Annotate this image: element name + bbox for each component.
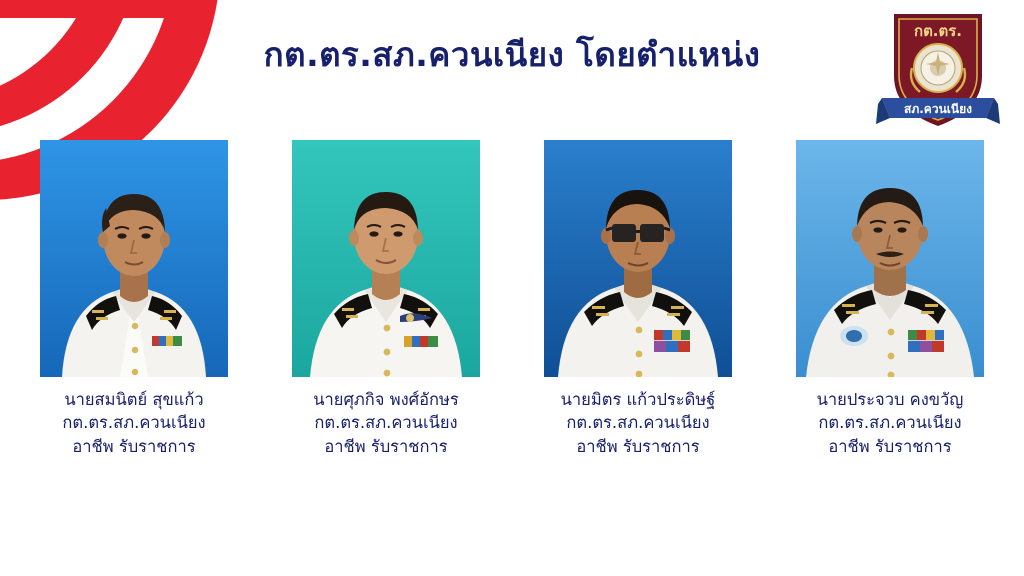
member-card bbox=[796, 140, 984, 458]
member-card bbox=[40, 140, 228, 458]
svg-text:กต.ตร.: กต.ตร. bbox=[913, 22, 963, 40]
member-caption bbox=[561, 388, 716, 458]
member-occupation: อาชีพ รับราชการ bbox=[72, 436, 196, 456]
svg-text:สภ.ควนเนียง: สภ.ควนเนียง bbox=[904, 102, 972, 116]
members-row bbox=[40, 140, 984, 458]
page-title: กต.ตร.สภ.ควนเนียง โดยตำแหน่ง bbox=[263, 35, 761, 74]
member-photo bbox=[292, 140, 480, 377]
member-position: กต.ตร.สภ.ควนเนียง bbox=[62, 413, 206, 433]
member-card bbox=[544, 140, 732, 458]
member-name: นายมิตร แก้วประดิษฐ์ bbox=[560, 390, 716, 409]
member-position: กต.ตร.สภ.ควนเนียง bbox=[314, 413, 458, 433]
member-name: นายสมนิตย์ สุขแก้ว bbox=[64, 390, 204, 409]
member-name: นายประจวบ คงขวัญ bbox=[816, 390, 964, 409]
police-emblem-logo bbox=[874, 6, 1002, 138]
swoosh-arc-2 bbox=[0, 0, 175, 163]
member-caption bbox=[817, 388, 964, 458]
member-caption bbox=[62, 388, 205, 458]
member-position: กต.ตร.สภ.ควนเนียง bbox=[818, 413, 962, 433]
member-occupation: อาชีพ รับราชการ bbox=[324, 436, 448, 456]
top-red-bar bbox=[0, 0, 210, 18]
member-card bbox=[292, 140, 480, 458]
member-photo bbox=[40, 140, 228, 377]
member-photo bbox=[796, 140, 984, 377]
member-caption bbox=[313, 388, 459, 458]
member-name: นายศุภกิจ พงศ์อักษร bbox=[313, 390, 459, 409]
member-occupation: อาชีพ รับราชการ bbox=[828, 436, 952, 456]
member-photo bbox=[544, 140, 732, 377]
member-position: กต.ตร.สภ.ควนเนียง bbox=[566, 413, 710, 433]
member-occupation: อาชีพ รับราชการ bbox=[576, 436, 700, 456]
